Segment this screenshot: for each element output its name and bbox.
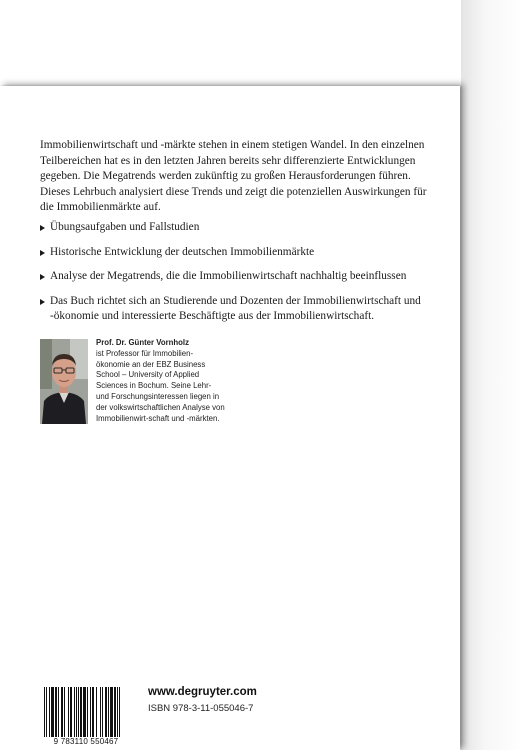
triangle-bullet-icon <box>40 225 45 231</box>
barcode-bar <box>76 687 77 739</box>
barcode-bar <box>55 687 57 739</box>
author-description: ist Professor für Immobilien-ökonomie an der EBZ Business School – University of Applied Sciences in Bochum. Seine Lehr- und Forschungsinteressen liegen in der volkswirtschaftlichen Analyse von Immobilienwirt-schaft und -märkten. <box>96 348 225 423</box>
barcode-bar <box>44 687 45 739</box>
barcode-bar <box>102 687 103 739</box>
barcode-bar <box>68 687 69 739</box>
barcode-bar <box>105 687 107 739</box>
feature-text: Das Buch richtet sich an Studierende und Dozenten der Immobilienwirtschaft und -ökonomie und interessierte Beschäftigte aus der Immobilienwirtschaft. <box>50 294 421 322</box>
cover-description: Immobilienwirtschaft und -märkte stehen in einem stetigen Wandel. In den einzelnen Teilbereichen hat es in den letzten Jahren bereits sehr differenzierte Entwicklungen gegeben. Die Megatrends werden zukünftig zu großen Herausforderungen führen. Dieses Lehrbuch analysiert diese Trends und zeigt die potenziellen Auswirkungen für die Immobilienmärkte auf. <box>40 139 427 213</box>
barcode-bar <box>46 687 47 739</box>
triangle-bullet-icon <box>40 250 45 256</box>
barcode-bar <box>49 687 50 739</box>
back-cover-page <box>0 86 460 750</box>
barcode-bar <box>117 687 118 739</box>
feature-text: Historische Entwicklung der deutschen Immobilienmärkte <box>50 245 315 258</box>
barcode-bar <box>64 687 65 739</box>
feature-text: Übungsaufgaben und Fallstudien <box>50 221 200 233</box>
barcode-number: 9 783110 550467 <box>40 737 132 746</box>
barcode-bar <box>92 687 94 739</box>
isbn-barcode <box>40 687 132 750</box>
barcode-bar <box>51 687 54 739</box>
author-name: Prof. Dr. Günter Vornholz <box>96 338 189 347</box>
feature-item <box>40 294 450 325</box>
isbn-number: ISBN 978-3-11-055046-7 <box>148 703 254 714</box>
feature-list <box>40 220 450 334</box>
barcode-bar <box>108 687 109 739</box>
feature-text: Analyse der Megatrends, die die Immobilienwirtschaft nachhaltig beeinflussen <box>50 270 407 282</box>
barcode-bar <box>110 687 113 739</box>
triangle-bullet-icon <box>40 274 45 280</box>
barcode-bar <box>70 687 72 739</box>
barcode-bar <box>119 687 120 739</box>
background-strip <box>461 0 522 750</box>
barcode-bar <box>80 687 82 739</box>
triangle-bullet-icon <box>40 299 45 305</box>
barcode-bar <box>78 687 79 739</box>
barcode-bar <box>100 687 101 739</box>
author-bio <box>96 338 226 424</box>
barcode-bars <box>40 687 132 739</box>
barcode-bar <box>74 687 75 739</box>
feature-item <box>40 269 450 285</box>
feature-item <box>40 220 450 236</box>
barcode-bar <box>83 687 86 739</box>
barcode-bar <box>90 687 91 739</box>
feature-item <box>40 245 450 261</box>
barcode-bar <box>87 687 88 739</box>
barcode-bar <box>114 687 116 739</box>
author-photo <box>40 339 88 424</box>
publisher-url[interactable]: www.degruyter.com <box>148 686 257 698</box>
barcode-bar <box>96 687 97 739</box>
barcode-bar <box>58 687 59 739</box>
barcode-bar <box>61 687 63 739</box>
